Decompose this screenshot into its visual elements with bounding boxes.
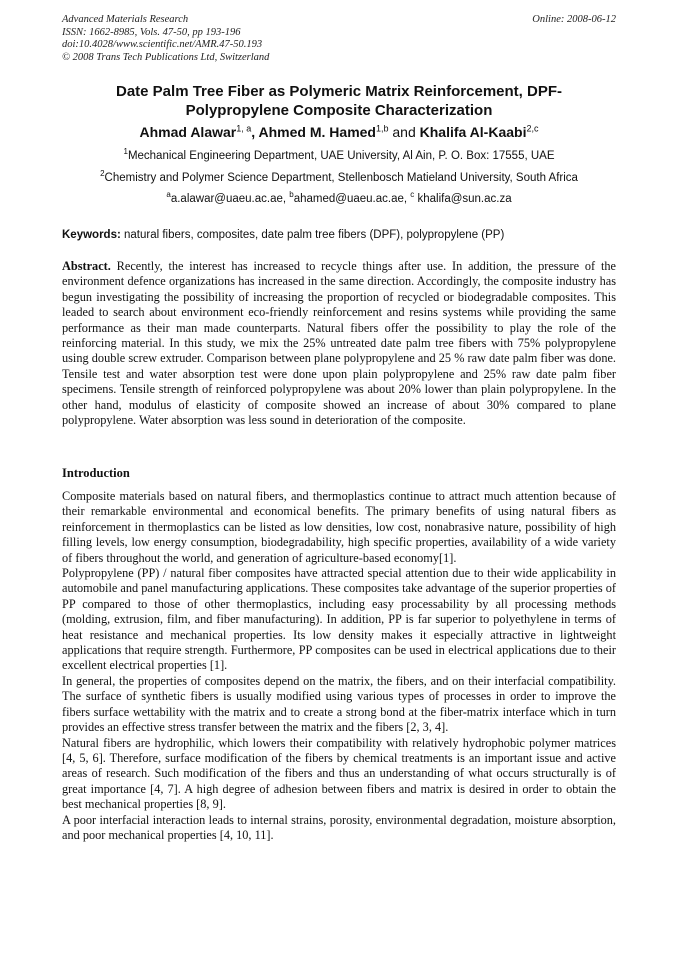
author-2-affil: 1,b xyxy=(375,123,389,134)
affiliation-1 xyxy=(62,149,616,164)
author-sep-2: and xyxy=(388,124,420,140)
email-a: a.alawar@uaeu.ac.ae, xyxy=(170,193,290,205)
email-c-mark: c xyxy=(410,190,415,200)
author-2: Ahmed M. Hamed xyxy=(258,124,376,140)
title-line-2: Polypropylene Composite Characterization xyxy=(185,102,493,119)
intro-paragraph: Composite materials based on natural fibers, and thermoplastics continue to attract much attention because of their remarkable environmental and economical benefits. The primary benefits of using natural fibers as reinforcement in thermoplastics can be listed as low densities, low cost, nonabrasive nature, possibility of high filling levels, low energy consumption, biodegradability, high specific properties, availability of a wide variety of fibers throughout the world, and generation of agriculture-based economy[1]. xyxy=(62,489,616,565)
author-3-affil: 2,c xyxy=(526,123,539,134)
paper-title xyxy=(62,82,616,120)
email-c: khalifa@sun.ac.za xyxy=(414,193,512,205)
affiliation-1-text: Mechanical Engineering Department, UAE University, Al Ain, P. O. Box: 17555, UAE xyxy=(127,150,555,162)
abstract xyxy=(62,259,616,428)
author-1: Ahmad Alawar xyxy=(139,124,237,140)
journal-header xyxy=(62,14,269,64)
journal-name: Advanced Materials Research xyxy=(62,14,189,25)
email-b: ahamed@uaeu.ac.ae, xyxy=(293,193,411,205)
intro-paragraph: In general, the properties of composites depend on the matrix, the fibers, and on their interfacial compatibility. The surface of synthetic fibers is usually modified using various types of processes in order to improve the fibers surface wettability with the matrix and to create a strong bond at the fiber-matrix interface which in turn provides an effective stress transfer between the matrix and the fibers [2, 3, 4]. xyxy=(62,673,616,735)
author-3: Khalifa Al-Kaabi xyxy=(419,124,527,140)
affiliation-2-mark: 2 xyxy=(100,169,105,179)
author-emails xyxy=(62,192,616,207)
author-list xyxy=(62,122,616,142)
affiliation-1-mark: 1 xyxy=(123,147,128,157)
affiliation-2 xyxy=(62,171,616,186)
email-a-mark: a xyxy=(166,190,171,200)
abstract-label: Abstract. xyxy=(62,259,111,273)
intro-paragraph: A poor interfacial interaction leads to internal strains, porosity, environmental degradation, moisture absorption, and poor mechanical properties [4, 10, 11]. xyxy=(62,812,616,842)
intro-paragraph: Natural fibers are hydrophilic, which lowers their compatibility with relatively hydrophobic polymer matrices [4, 5, 6]. Therefore, surface modification of the fibers by chemical treatments is an important issue and active areas of research. Such modification of the fibers and thus an understanding of what occurs structurally is of great importance [4, 7]. A high degree of adhesion between fibers and matrix is desired in order to obtain the best mechanical properties [8, 9]. xyxy=(62,735,616,812)
email-b-mark: b xyxy=(289,190,294,200)
intro-paragraph: Polypropylene (PP) / natural fiber composites have attracted special attention due to their wide applicability in automobile and panel manufacturing applications. These composites take advantage of the superior properties of PP compared to those of other thermoplastics, including easy processability by all processing methods (molding, extrusion, film, and fiber manufacturing). In addition, PP is far superior to polyethylene in terms of heat resistance and mechanical properties. Its low density makes it especially attractive in lightweight applications that require strength. Furthermore, PP composites can be used in electrical applications due to their excellent electrical properties [1]. xyxy=(62,566,616,673)
abstract-text: Recently, the interest has increased to recycle things after use. In addition, the pressure of the environment defence organizations has increased in the same direction. Accordingly, the composite industry has begun investigating the possibility of increasing the proportion of recycled or biodegradable composites. This leaded to search about environment eco-friendly reinforcement and resins systems while providing the same performance as their man made counterparts. Natural fibers offer the possibility to play the role of the reinforcing material. In this study, we mix the 25% untreated date palm tree fibers with 75% polypropylene using double screw extruder. Comparison between plane polypropylene and 25 % raw date palm fiber was done. Tensile test and water absorption test were done upon plain polypropylene and 25% raw date palm fiber specimens. Tensile strength of reinforced polypropylene was about 20% lower than plain polypropylene. In the other hand, modulus of elasticity of composite showed an increase of about 30% compared to plane polypropylene. Water absorption was less sound in deterioration of the composite. xyxy=(62,259,616,428)
copyright-line: © 2008 Trans Tech Publications Ltd, Switzerland xyxy=(62,51,270,63)
introduction-body xyxy=(62,489,616,843)
author-sep-1: , xyxy=(251,124,259,140)
doi-line: doi:10.4028/www.scientific.net/AMR.47-50.193 xyxy=(62,39,263,50)
issn-line: ISSN: 1662-8985, Vols. 47-50, pp 193-196 xyxy=(62,26,241,38)
keywords-text: natural fibers, composites, date palm tree fibers (DPF), polypropylene (PP) xyxy=(120,229,505,241)
keywords-label: Keywords: xyxy=(62,229,121,241)
author-1-affil: 1, a xyxy=(236,123,252,134)
introduction-heading: Introduction xyxy=(62,466,130,480)
title-line-1: Date Palm Tree Fiber as Polymeric Matrix Reinforcement, DPF- xyxy=(116,83,562,100)
keywords xyxy=(62,228,616,243)
affiliation-2-text: Chemistry and Polymer Science Department, Stellenbosch Matieland University, South Africa xyxy=(104,172,578,184)
online-date: Online: 2008-06-12 xyxy=(532,14,616,25)
